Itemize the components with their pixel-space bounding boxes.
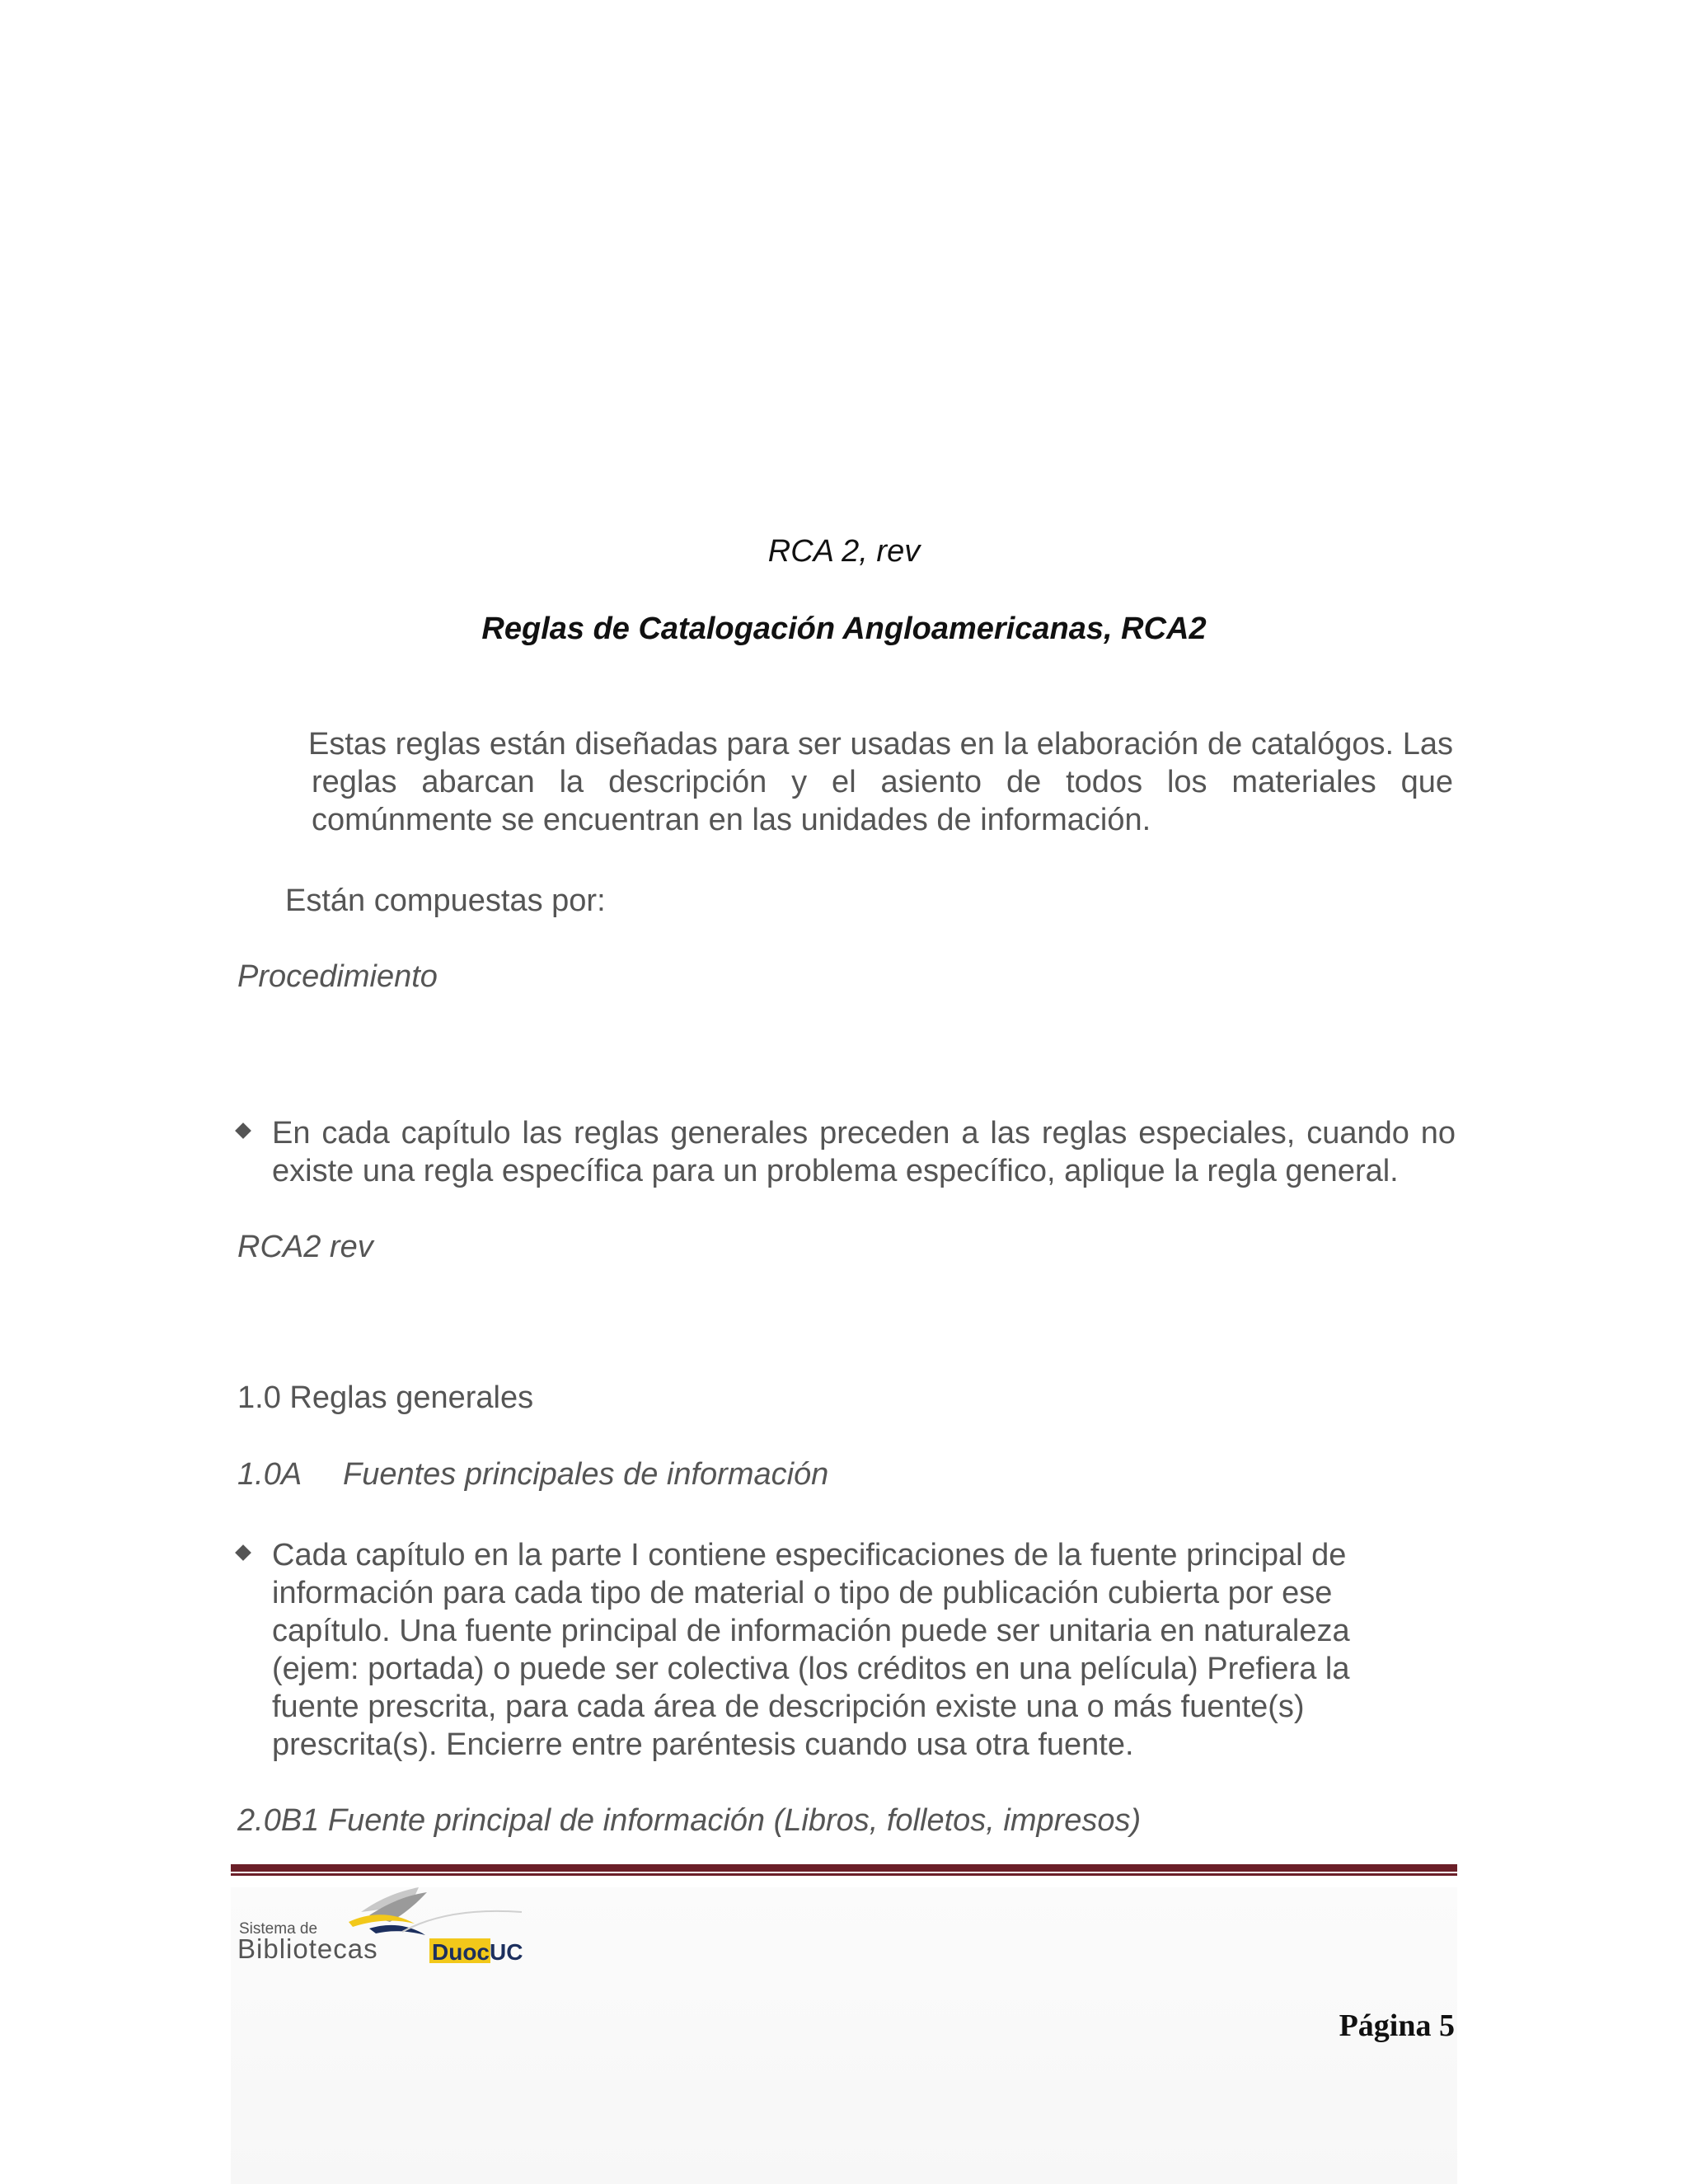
procedimiento-heading: Procedimiento <box>237 959 438 994</box>
footer-divider <box>231 1864 1457 1876</box>
logo-line1: Sistema de <box>239 1920 318 1938</box>
sources-line: capítulo. Una fuente principal de información puede ser unitaria en naturaleza <box>272 1614 1350 1648</box>
library-logo-mark-icon <box>237 1881 584 1971</box>
procedimiento-source: RCA2 rev <box>237 1230 373 1264</box>
sources-bullet <box>237 1536 1456 1764</box>
library-logo <box>237 1881 584 1971</box>
subsection-title: Fuentes principales de información <box>343 1457 829 1492</box>
logo-brand-b: UC <box>490 1939 523 1965</box>
logo-line2: Bibliotecas <box>237 1933 378 1964</box>
sources-line: información para cada tipo de material o tipo de publicación cubierta por ese <box>272 1576 1333 1610</box>
sources-line: prescrita(s). Encierre entre paréntesis cuando usa otra fuente. <box>272 1727 1134 1762</box>
general-rules-heading: 1.0 Reglas generales <box>237 1380 534 1415</box>
diamond-bullet-icon <box>235 1122 251 1139</box>
document-subtitle: RCA 2, rev <box>767 534 921 569</box>
sources-line: Cada capítulo en la parte I contiene especificaciones de la fuente principal de <box>272 1538 1347 1572</box>
next-section-heading: 2.0B1 Fuente principal de información (Libros, folletos, impresos) <box>237 1803 1142 1838</box>
intro-paragraph: Estas reglas están diseñadas para ser usadas en la elaboración de catalógos. Las reglas abarcan la descripción y el asiento de todos los materiales que comúnmente se encuentran en las unidades de información. <box>308 727 1453 837</box>
page-number: Página 5 <box>1339 2008 1455 2043</box>
document-title: Reglas de Catalogación Angloamericanas, RCA2 <box>481 612 1207 646</box>
sources-line: fuente prescrita, para cada área de descripción existe una o más fuente(s) <box>272 1690 1305 1724</box>
composed-by-label: Están compuestas por: <box>285 883 606 918</box>
sources-line: (ejem: portada) o puede ser colectiva (los créditos en una película) Prefiera la <box>272 1652 1350 1686</box>
sources-bullet-text <box>272 1536 1456 1764</box>
subsection-code: 1.0A <box>237 1457 302 1492</box>
procedimiento-bullet <box>237 1114 1456 1190</box>
procedimiento-bullet-text: En cada capítulo las reglas generales preceden a las reglas especiales, cuando no existe una regla específica para un problema específico, aplique la regla general. <box>272 1116 1456 1188</box>
diamond-bullet-icon <box>235 1544 251 1561</box>
logo-brand-a: Duoc <box>432 1939 490 1965</box>
